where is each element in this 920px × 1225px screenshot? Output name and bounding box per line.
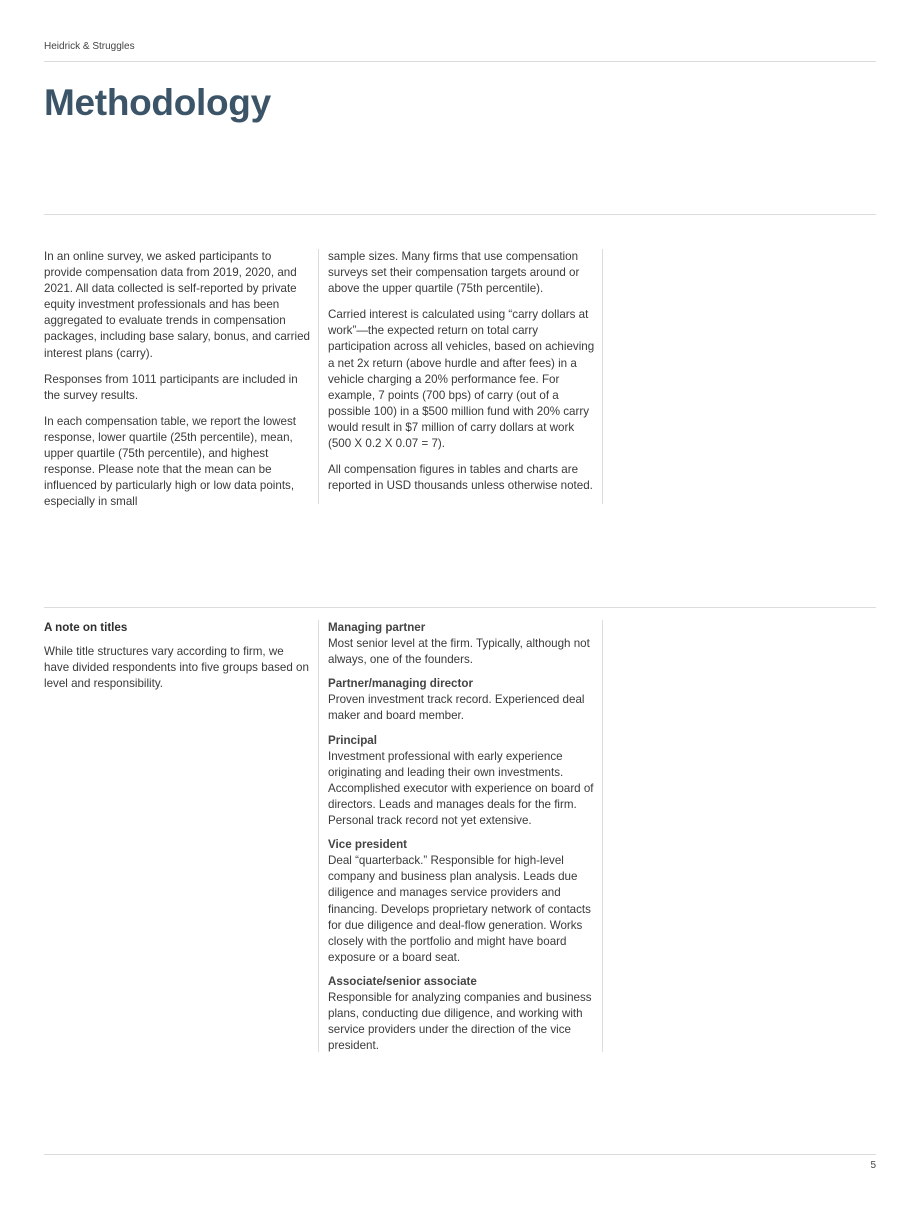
- methodology-right-column: [328, 249, 596, 504]
- definition-principal: [328, 733, 596, 830]
- methodology-paragraph: sample sizes. Many firms that use compensation surveys set their compensation targets around or above the upper quartile (75th percentile).: [328, 250, 580, 296]
- page-number: 5: [870, 1160, 876, 1171]
- definition-title: Associate/senior associate: [328, 974, 477, 988]
- definition-managing-partner: [328, 620, 596, 668]
- definition-title: Vice president: [328, 838, 408, 852]
- definition-text: Investment professional with early experience originating and leading their own investments. Accomplished executor with experience on board of directors. Leads and manages deals for the firm. Personal track record not yet extensive.: [328, 749, 594, 828]
- column-divider: [318, 620, 319, 1052]
- section-rule-2: [44, 607, 876, 608]
- methodology-paragraph: In an online survey, we asked participants to provide compensation data from 2019, 2020, and 2021. All data collected is self-reported by private equity investment professionals and has been aggregated to evaluate trends in compensation packages, including base salary, bonus, and carried interest plans (carry).: [44, 250, 310, 360]
- footer-rule: [44, 1154, 876, 1155]
- titles-heading: A note on titles: [44, 621, 128, 634]
- column-divider: [318, 249, 319, 504]
- definition-title: Managing partner: [328, 621, 426, 634]
- definition-associate: [328, 974, 596, 1054]
- column-divider: [602, 249, 603, 504]
- methodology-paragraph: Responses from 1011 participants are included in the survey results.: [44, 372, 298, 402]
- definition-title: Principal: [328, 733, 377, 747]
- methodology-left-column: [44, 249, 310, 520]
- definition-text: Most senior level at the firm. Typically, although not always, one of the founders.: [328, 637, 590, 667]
- page-title: Methodology: [44, 82, 271, 123]
- section-rule-1: [44, 214, 876, 215]
- header-brand: Heidrick & Struggles: [44, 41, 135, 52]
- definition-text: Responsible for analyzing companies and business plans, conducting due diligence, and working with service providers under the direction of the vice president.: [328, 990, 592, 1053]
- methodology-paragraph: In each compensation table, we report the lowest response, lower quartile (25th percentile), mean, upper quartile (75th percentile), and highest response. Please note that the mean can be influenced by particularly high or low data points, especially in small: [44, 414, 296, 509]
- definition-title: Partner/managing director: [328, 677, 473, 691]
- titles-left-column: [44, 620, 310, 702]
- header-rule: [44, 61, 876, 62]
- methodology-paragraph: All compensation figures in tables and charts are reported in USD thousands unless otherwise noted.: [328, 463, 593, 493]
- definition-text: Deal “quarterback.” Responsible for high-level company and business plan analysis. Leads due diligence and manages service providers and financing. Develops proprietary network of contacts for due diligence and deal-flow generation. Works closely with the portfolio and might have board exposure or a board seat.: [328, 854, 591, 964]
- column-divider: [602, 620, 603, 1052]
- definition-partner-managing-director: [328, 676, 596, 724]
- title-definitions: [328, 620, 596, 1062]
- methodology-paragraph: Carried interest is calculated using “carry dollars at work”—the expected return on total carry participation across all vehicles, based on achieving a net 2x return (above hurdle and after fees) in a vehicle charging a 20% performance fee. For example, 7 points (700 bps) of carry (out of a possible 100) in a $500 million fund with 20% carry would result in $7 million of carry dollars at work (500 X 0.2 X 0.07 = 7).: [328, 308, 595, 451]
- titles-intro: While title structures vary according to firm, we have divided respondents into five groups based on level and responsibility.: [44, 645, 309, 691]
- definition-text: Proven investment track record. Experienced deal maker and board member.: [328, 693, 585, 723]
- definition-vice-president: [328, 837, 596, 966]
